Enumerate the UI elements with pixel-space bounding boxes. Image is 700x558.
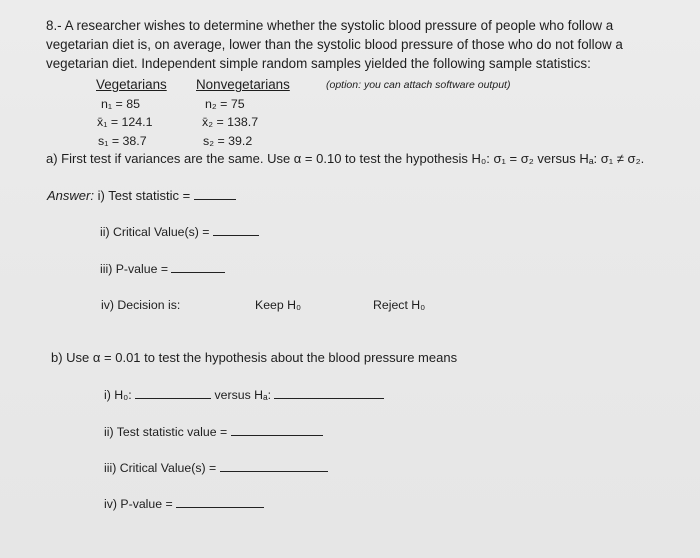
ha-blank[interactable]	[274, 397, 384, 399]
test-statistic-label: i) Test statistic =	[97, 188, 191, 203]
versus-label: versus Hₐ:	[214, 388, 272, 402]
test-statistic-value-label: ii) Test statistic value =	[104, 425, 228, 439]
veg-n: n₁ = 85	[101, 97, 140, 111]
test-statistic-value-blank[interactable]	[231, 434, 323, 436]
veg-sd: s₁ = 38.7	[98, 134, 147, 148]
answer-test-statistic	[47, 188, 236, 203]
critical-values-label: ii) Critical Value(s) =	[100, 225, 210, 239]
answer-label: Answer:	[47, 188, 94, 203]
part-b-critical-values-label: iii) Critical Value(s) =	[104, 461, 217, 475]
part-b-p-value-label: iv) P-value =	[104, 497, 173, 511]
software-note: (option: you can attach software output)	[326, 79, 511, 91]
part-b-p-value-blank[interactable]	[176, 506, 264, 508]
critical-values-blank[interactable]	[213, 234, 259, 236]
reject-h0-option[interactable]: Reject H₀	[373, 298, 426, 312]
p-value-row	[100, 262, 225, 276]
keep-h0-option[interactable]: Keep H₀	[255, 298, 302, 312]
decision-label: iv) Decision is:	[101, 298, 181, 312]
part-b-critical-values-blank[interactable]	[220, 470, 328, 472]
intro-line-2: vegetarian diet is, on average, lower than the systolic blood pressure of those who do not follow a	[46, 37, 623, 52]
intro-line-1: 8.- A researcher wishes to determine whether the systolic blood pressure of people who follow a	[46, 18, 614, 33]
part-b-critical-values-row	[104, 461, 328, 475]
part-b-p-value-row	[104, 497, 264, 511]
veg-mean: x̄₁ = 124.1	[97, 115, 153, 129]
nonvegetarians-header: Nonvegetarians	[196, 77, 290, 92]
nonveg-sd: s₂ = 39.2	[203, 134, 253, 148]
test-statistic-value-row	[104, 425, 323, 439]
nonveg-n: n₂ = 75	[205, 97, 245, 111]
intro-line-3: vegetarian diet. Independent simple random samples yielded the following sample statistics:	[46, 56, 591, 71]
part-b-prompt: b) Use α = 0.01 to test the hypothesis about the blood pressure means	[51, 350, 458, 365]
nonveg-mean: x̄₂ = 138.7	[202, 115, 259, 129]
h0-label: i) H₀:	[104, 388, 132, 402]
critical-values-row	[100, 225, 259, 239]
p-value-blank[interactable]	[171, 271, 225, 273]
part-a-prompt: a) First test if variances are the same. Use α = 0.10 to test the hypothesis H₀: σ₁ = σ₂ versus Hₐ: σ₁ ≠ σ₂.	[46, 151, 645, 166]
hypotheses-row	[104, 388, 384, 402]
vegetarians-header: Vegetarians	[96, 77, 167, 92]
h0-blank[interactable]	[135, 397, 211, 399]
test-statistic-blank[interactable]	[194, 198, 236, 200]
problem-intro	[46, 16, 623, 73]
p-value-label: iii) P-value =	[100, 262, 168, 276]
